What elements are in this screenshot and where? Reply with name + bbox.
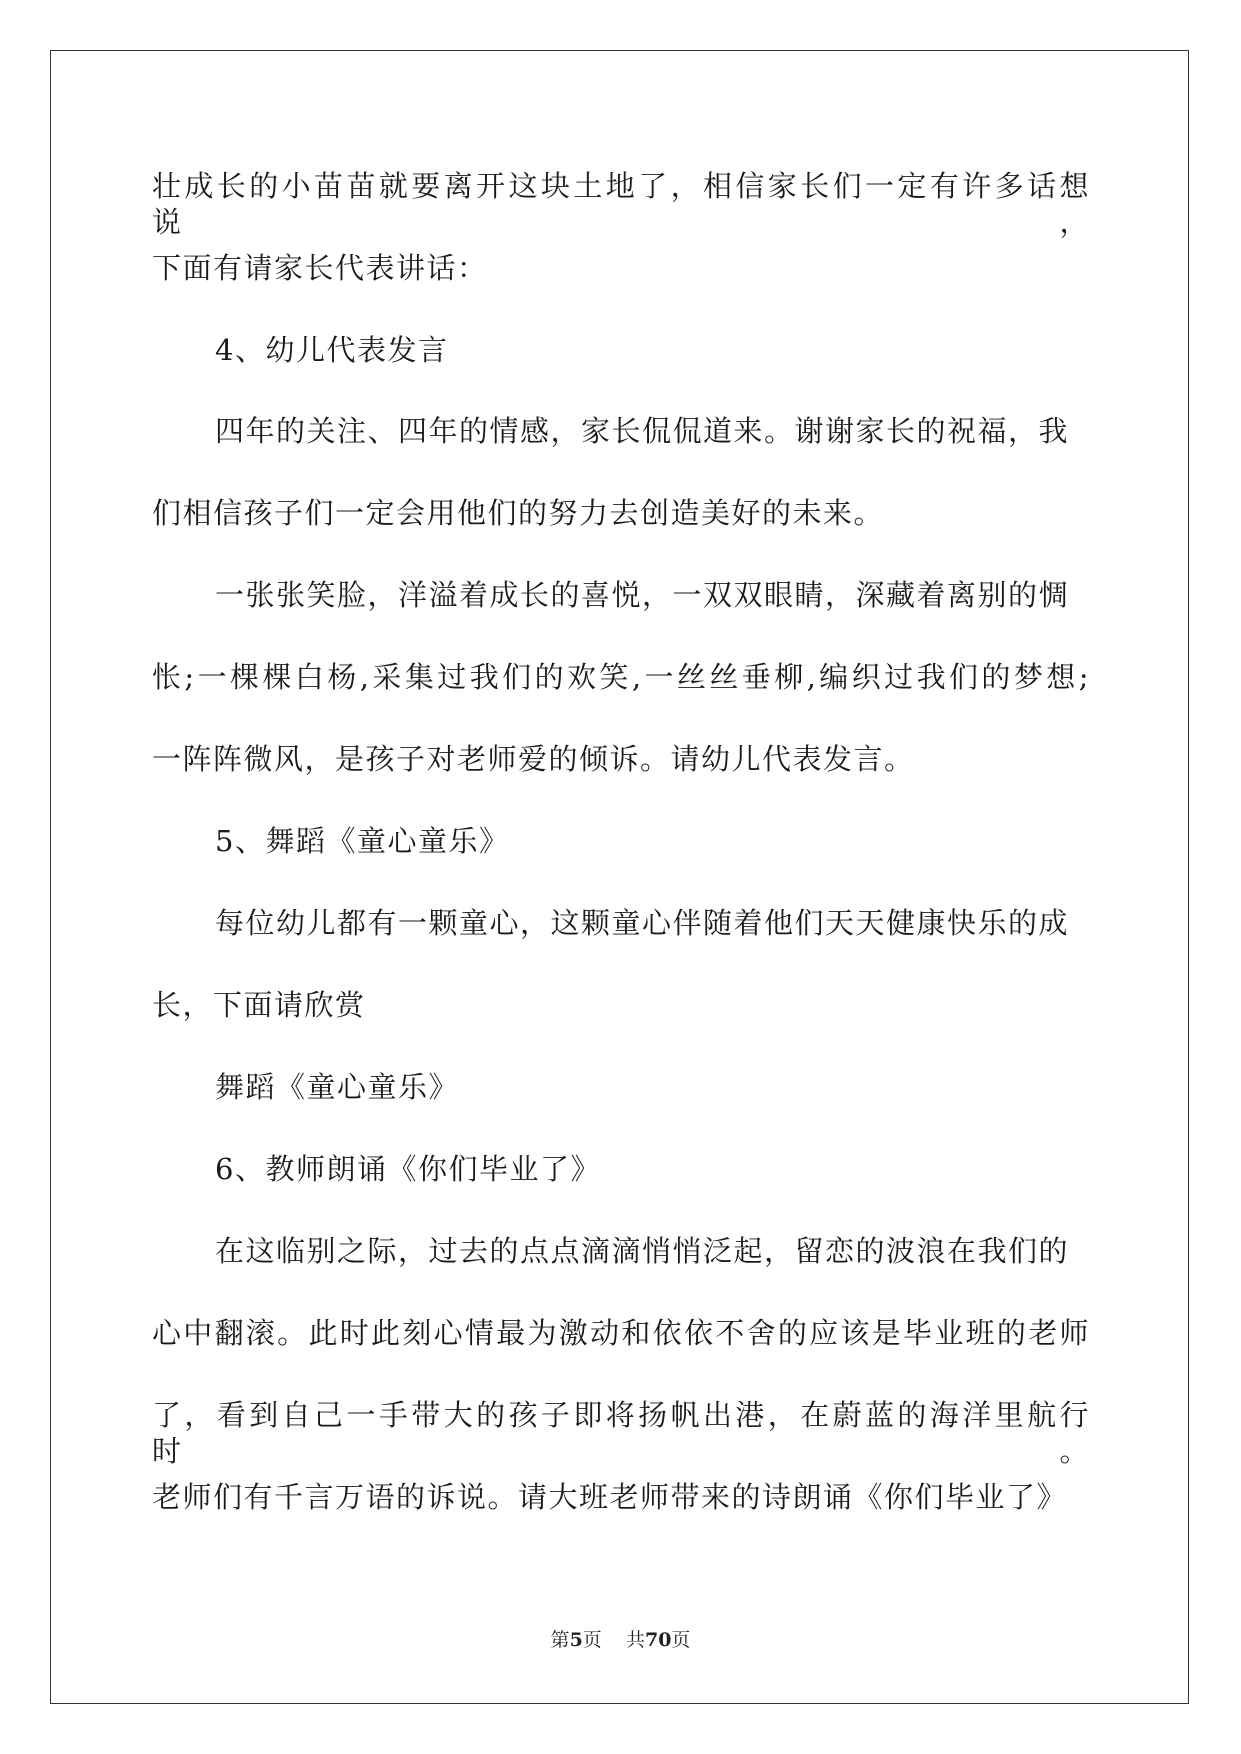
section-heading-6: 6、教师朗诵《你们毕业了》 <box>215 1152 601 1186</box>
text-line-6: 一张张笑脸，洋溢着成长的喜悦，一双双眼睛，深藏着离别的惆 <box>215 578 1070 612</box>
footer-page-number: 5 <box>569 1629 583 1651</box>
text-line-1: 壮成长的小苗苗就要离开这块土地了，相信家长们一定有许多话想说， <box>152 169 1090 239</box>
text-line-16: 了，看到自己一手带大的孩子即将扬帆出港，在蔚蓝的海洋里航行时。 <box>152 1398 1090 1468</box>
text-line-11: 长，下面请欣赏 <box>152 988 366 1022</box>
text-line-2: 下面有请家长代表讲话： <box>152 251 488 285</box>
text-line-10: 每位幼儿都有一颗童心，这颗童心伴随着他们天天健康快乐的成 <box>215 906 1070 940</box>
footer-middle: 页 共 <box>582 1629 645 1651</box>
text-line-12: 舞蹈《童心童乐》 <box>215 1070 460 1104</box>
text-line-15: 心中翻滚。此时此刻心情最为激动和依依不舍的应该是毕业班的老师 <box>152 1316 1090 1350</box>
text-line-8: 一阵阵微风，是孩子对老师爱的倾诉。请幼儿代表发言。 <box>152 742 915 776</box>
text-line-17: 老师们有千言万语的诉说。请大班老师带来的诗朗诵《你们毕业了》 <box>152 1480 1068 1514</box>
text-line-5: 们相信孩子们一定会用他们的努力去创造美好的未来。 <box>152 496 885 530</box>
section-heading-4: 4、幼儿代表发言 <box>215 333 449 367</box>
footer-suffix: 页 <box>671 1629 691 1651</box>
text-line-14: 在这临别之际，过去的点点滴滴悄悄泛起，留恋的波浪在我们的 <box>215 1234 1070 1268</box>
page-footer <box>0 1628 1241 1652</box>
footer-prefix: 第 <box>550 1629 570 1651</box>
text-line-4: 四年的关注、四年的情感，家长侃侃道来。谢谢家长的祝福，我 <box>215 414 1070 448</box>
text-line-7: 怅;一棵棵白杨,采集过我们的欢笑,一丝丝垂柳,编织过我们的梦想; <box>152 660 1090 694</box>
footer-total-pages: 70 <box>644 1629 672 1651</box>
section-heading-5: 5、舞蹈《童心童乐》 <box>215 824 510 858</box>
